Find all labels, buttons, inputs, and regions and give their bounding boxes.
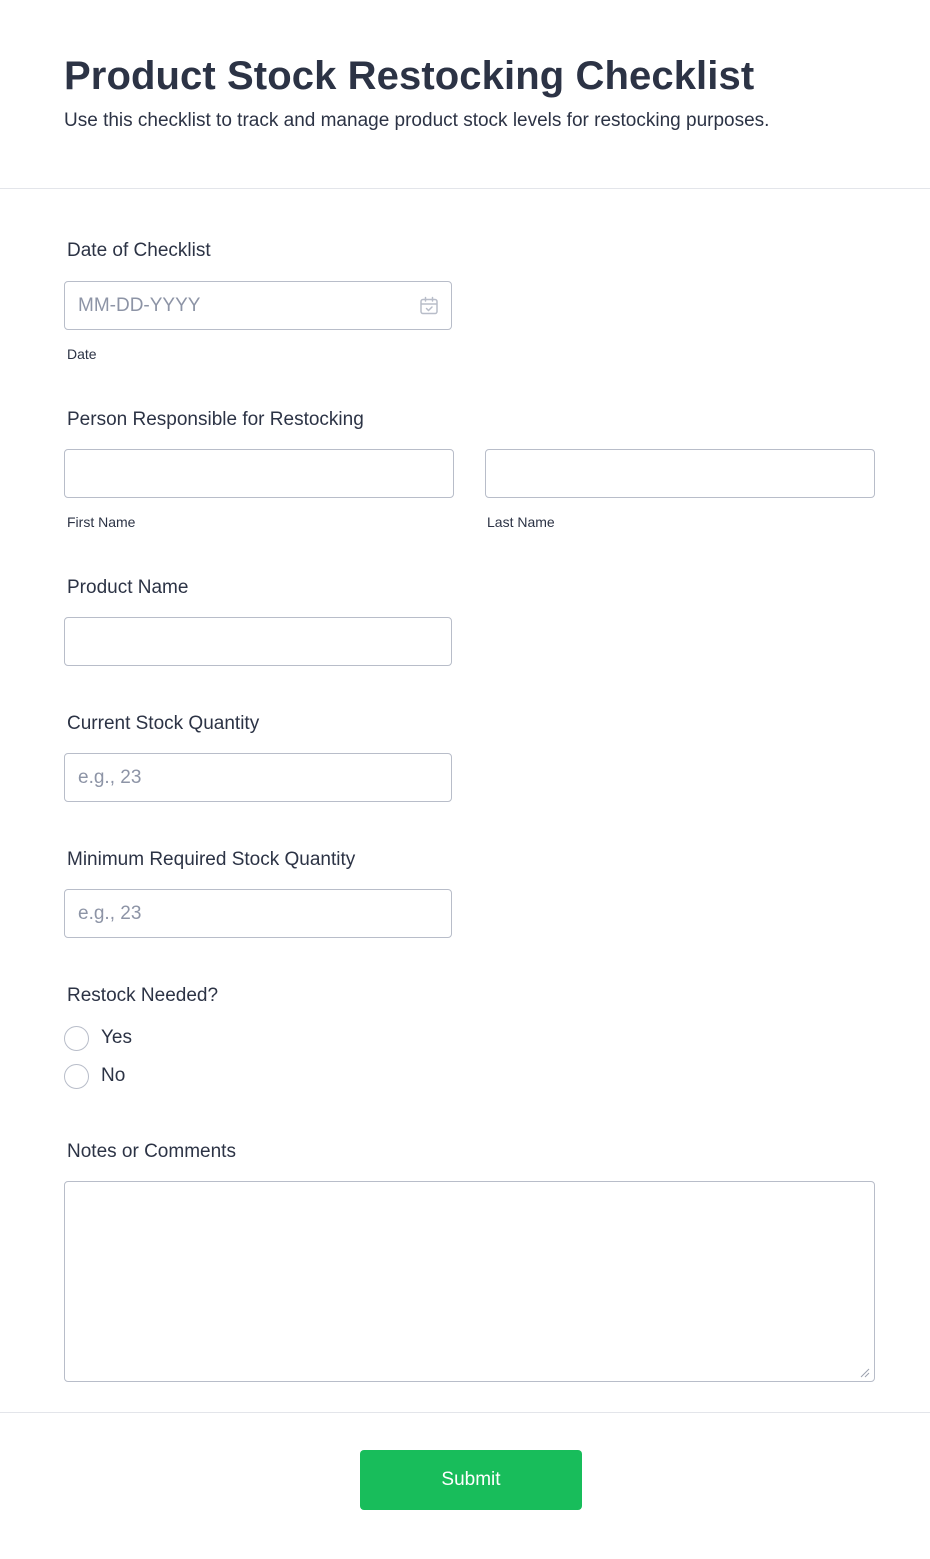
- restock-label: Restock Needed?: [67, 985, 219, 1006]
- person-label: Person Responsible for Restocking: [67, 409, 364, 430]
- date-sublabel: Date: [67, 346, 97, 362]
- first-name-input[interactable]: [64, 449, 454, 498]
- notes-textarea[interactable]: [64, 1181, 875, 1382]
- radio-option-yes[interactable]: [64, 1025, 132, 1051]
- current-stock-label: Current Stock Quantity: [67, 713, 260, 734]
- first-name-sublabel: First Name: [67, 514, 136, 530]
- min-stock-input[interactable]: [64, 889, 452, 938]
- product-name-label: Product Name: [67, 577, 189, 598]
- resize-grip-icon[interactable]: [858, 1366, 870, 1378]
- last-name-input[interactable]: [485, 449, 875, 498]
- form-header: [64, 52, 904, 134]
- page-subtitle: Use this checklist to track and manage product stock levels for restocking purposes.: [64, 110, 770, 131]
- radio-no-label[interactable]: No: [101, 1065, 126, 1086]
- calendar-icon[interactable]: [419, 296, 439, 316]
- min-stock-label: Minimum Required Stock Quantity: [67, 849, 356, 870]
- date-label: Date of Checklist: [67, 240, 211, 261]
- radio-yes-label[interactable]: Yes: [101, 1027, 132, 1048]
- radio-yes[interactable]: [64, 1026, 89, 1051]
- header-divider: [0, 188, 930, 189]
- page-title: Product Stock Restocking Checklist: [64, 54, 755, 98]
- radio-option-no[interactable]: [64, 1063, 125, 1089]
- product-name-input[interactable]: [64, 617, 452, 666]
- date-input[interactable]: [64, 281, 452, 330]
- last-name-sublabel: Last Name: [487, 514, 555, 530]
- notes-label: Notes or Comments: [67, 1141, 236, 1162]
- current-stock-input[interactable]: [64, 753, 452, 802]
- submit-button[interactable]: Submit: [360, 1450, 582, 1510]
- radio-no[interactable]: [64, 1064, 89, 1089]
- footer-divider: [0, 1412, 930, 1413]
